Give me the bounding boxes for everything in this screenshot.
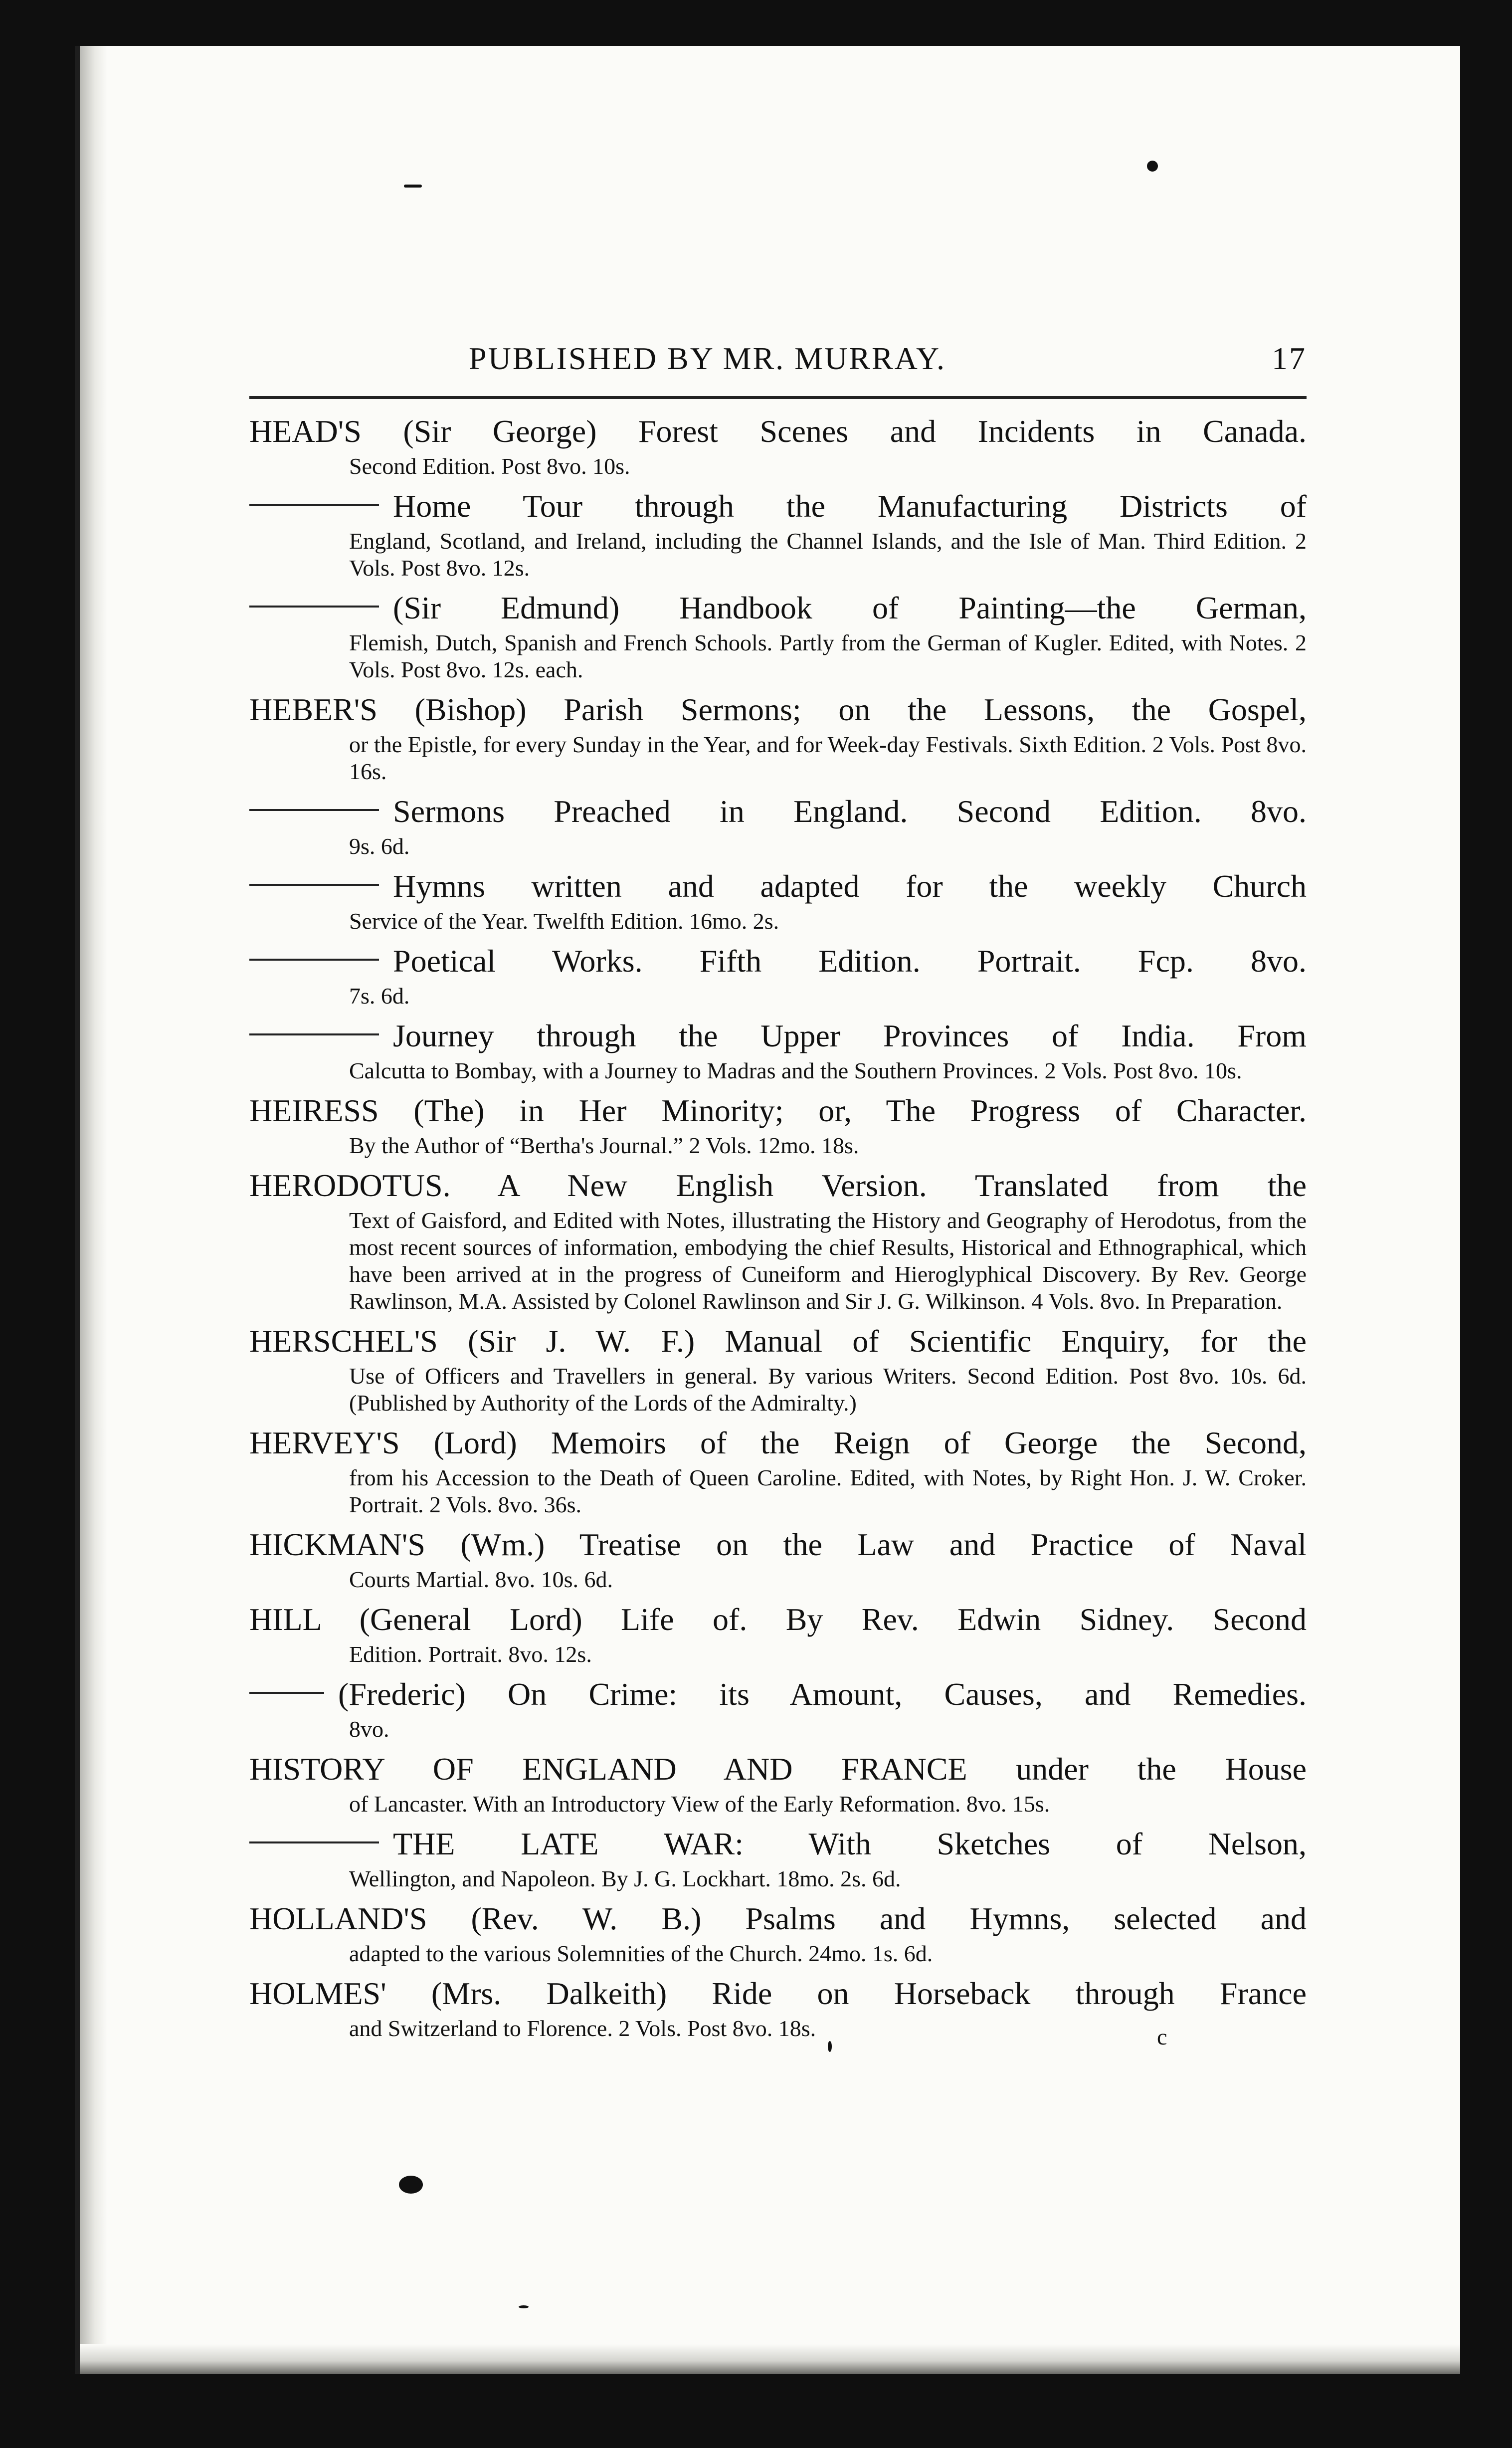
entry-heading: Journey through the Upper Provinces of India. From [393,1018,1307,1053]
entry-heading: Poetical Works. Fifth Edition. Portrait. Fcp. 8vo. [393,943,1307,979]
catalogue-entry [249,410,1307,480]
ditto-dash [249,504,379,506]
signature-mark: c [1157,2024,1167,2049]
entry-heading: HOLLAND'S (Rev. W. B.) Psalms and Hymns, selected and [249,1901,1307,1936]
entry-details: Text of Gaisford, and Edited with Notes, illustrating the History and Geography of Herodotus, from the most recent sources of information, embodying the chief Results, Historical and Ethnographical, which have been arrived at in the progress of Cuneiform and Hieroglyphical Discovery. By Rev. George Rawlinson, M.A. Assisted by Colonel Rawlinson and Sir J. G. Wilkinson. 4 Vols. 8vo. In Preparation. [349,1208,1307,1314]
entry-heading: HEIRESS (The) in Her Minority; or, The Progress of Character. [249,1093,1307,1128]
entry-heading: HICKMAN'S (Wm.) Treatise on the Law and Practice of Naval [249,1527,1307,1562]
entry-heading: Hymns written and adapted for the weekly Church [393,868,1307,904]
ink-speck [1147,161,1158,172]
entry-details: Flemish, Dutch, Spanish and French Schools. Partly from the German of Kugler. Edited, with Notes. 2 Vols. Post 8vo. 12s. each. [349,630,1307,682]
entry-heading: HEAD'S (Sir George) Forest Scenes and Incidents in Canada. [249,413,1307,449]
entry-details: Use of Officers and Travellers in general. By various Writers. Second Edition. Post 8vo. 10s. 6d. (Published by Authority of the Lords of the Admiralty.) [349,1363,1307,1416]
entry-heading-line [249,688,1307,731]
ink-speck [404,185,422,188]
entry-details: Service of the Year. Twelfth Edition. 16mo. 2s. [349,908,779,934]
catalogue-list [249,410,1307,2047]
ditto-dash [249,1033,379,1035]
catalogue-entry [249,1015,1307,1084]
entry-details: Wellington, and Napoleon. By J. G. Lockhart. 18mo. 2s. 6d. [349,1866,901,1891]
catalogue-entry [249,1748,1307,1818]
catalogue-entry [249,865,1307,935]
catalogue-entry [249,1598,1307,1668]
catalogue-entry [249,940,1307,1010]
entry-details: and Switzerland to Florence. 2 Vols. Post 8vo. 18s. [349,2016,816,2041]
ditto-dash [249,809,379,811]
ditto-dash [249,1692,324,1694]
entry-heading-line [249,790,1307,833]
entry-details: Calcutta to Bombay, with a Journey to Madras and the Southern Provinces. 2 Vols. Post 8vo. 10s. [349,1058,1242,1083]
entry-heading: HEBER'S (Bishop) Parish Sermons; on the Lessons, the Gospel, [249,692,1307,727]
page-spine-shadow [80,46,107,2374]
entry-details: 8vo. [349,1716,389,1742]
entry-heading-line [249,865,1307,908]
catalogue-entry [249,1972,1307,2042]
entry-heading: (Sir Edmund) Handbook of Painting—the German, [393,590,1307,625]
page-number: 17 [1272,341,1307,376]
entry-details: of Lancaster. With an Introductory View of the Early Reformation. 8vo. 15s. [349,1791,1050,1817]
ink-speck [399,2176,423,2194]
catalogue-entry [249,1673,1307,1743]
entry-details: Courts Martial. 8vo. 10s. 6d. [349,1567,613,1592]
ditto-dash [249,606,379,608]
entry-details: Edition. Portrait. 8vo. 12s. [349,1641,592,1667]
entry-heading: HOLMES' (Mrs. Dalkeith) Ride on Horseback through France [249,1976,1307,2011]
entry-details: 9s. 6d. [349,833,410,859]
catalogue-entry [249,1320,1307,1417]
entry-details: or the Epistle, for every Sunday in the Year, and for Week-day Festivals. Sixth Edition. 2 Vols. Post 8vo. 16s. [349,732,1307,784]
entry-heading-line [249,1320,1307,1363]
entry-heading-line [249,1823,1307,1865]
entry-details: England, Scotland, and Ireland, including the Channel Islands, and the Isle of Man. Third Edition. 2 Vols. Post 8vo. 12s. [349,528,1307,581]
ditto-dash [249,959,379,961]
entry-details: By the Author of “Bertha's Journal.” 2 Vols. 12mo. 18s. [349,1133,859,1158]
book-page [75,46,1460,2374]
ditto-dash [249,884,379,886]
entry-heading: THE LATE WAR: With Sketches of Nelson, [393,1826,1307,1861]
catalogue-entry [249,587,1307,683]
entry-details: adapted to the various Solemnities of the Church. 24mo. 1s. 6d. [349,1941,933,1966]
entry-heading: HILL (General Lord) Life of. By Rev. Edwin Sidney. Second [249,1602,1307,1637]
catalogue-entry [249,1823,1307,1892]
entry-heading: Home Tour through the Manufacturing Districts of [393,488,1307,524]
entry-heading-line [249,1972,1307,2015]
page-bottom-edge [80,2344,1460,2374]
header-rule [249,396,1307,399]
entry-details: from his Accession to the Death of Queen Caroline. Edited, with Notes, by Right Hon. J. W. Croker. Portrait. 2 Vols. 8vo. 36s. [349,1465,1307,1517]
running-title: PUBLISHED BY MR. MURRAY. [469,341,946,376]
entry-details: Second Edition. Post 8vo. 10s. [349,453,630,479]
ink-speck [519,2305,529,2308]
entry-heading: HERSCHEL'S (Sir J. W. F.) Manual of Scientific Enquiry, for the [249,1323,1307,1359]
entry-heading: HERVEY'S (Lord) Memoirs of the Reign of George the Second, [249,1425,1307,1460]
catalogue-entry [249,1089,1307,1159]
entry-heading-line [249,1523,1307,1566]
entry-heading-line [249,1422,1307,1464]
ditto-dash [249,1841,379,1843]
entry-heading: Sermons Preached in England. Second Edition. 8vo. [393,794,1307,829]
entry-heading-line [249,1673,1307,1716]
entry-heading-line [249,1089,1307,1132]
catalogue-entry [249,485,1307,582]
entry-heading: HISTORY OF ENGLAND AND FRANCE under the House [249,1751,1307,1787]
catalogue-entry [249,790,1307,860]
catalogue-entry [249,1164,1307,1315]
catalogue-entry [249,1422,1307,1518]
catalogue-entry [249,688,1307,785]
entry-heading-line [249,1897,1307,1940]
catalogue-entry [249,1897,1307,1967]
entry-heading: (Frederic) On Crime: its Amount, Causes, and Remedies. [338,1676,1307,1712]
entry-details: 7s. 6d. [349,983,410,1009]
entry-heading-line [249,1748,1307,1791]
entry-heading-line [249,485,1307,528]
entry-heading-line [249,1164,1307,1207]
catalogue-entry [249,1523,1307,1593]
entry-heading-line [249,940,1307,983]
entry-heading-line [249,587,1307,629]
entry-heading-line [249,1598,1307,1641]
entry-heading: HERODOTUS. A New English Version. Translated from the [249,1168,1307,1203]
entry-heading-line [249,410,1307,453]
entry-heading-line [249,1015,1307,1057]
